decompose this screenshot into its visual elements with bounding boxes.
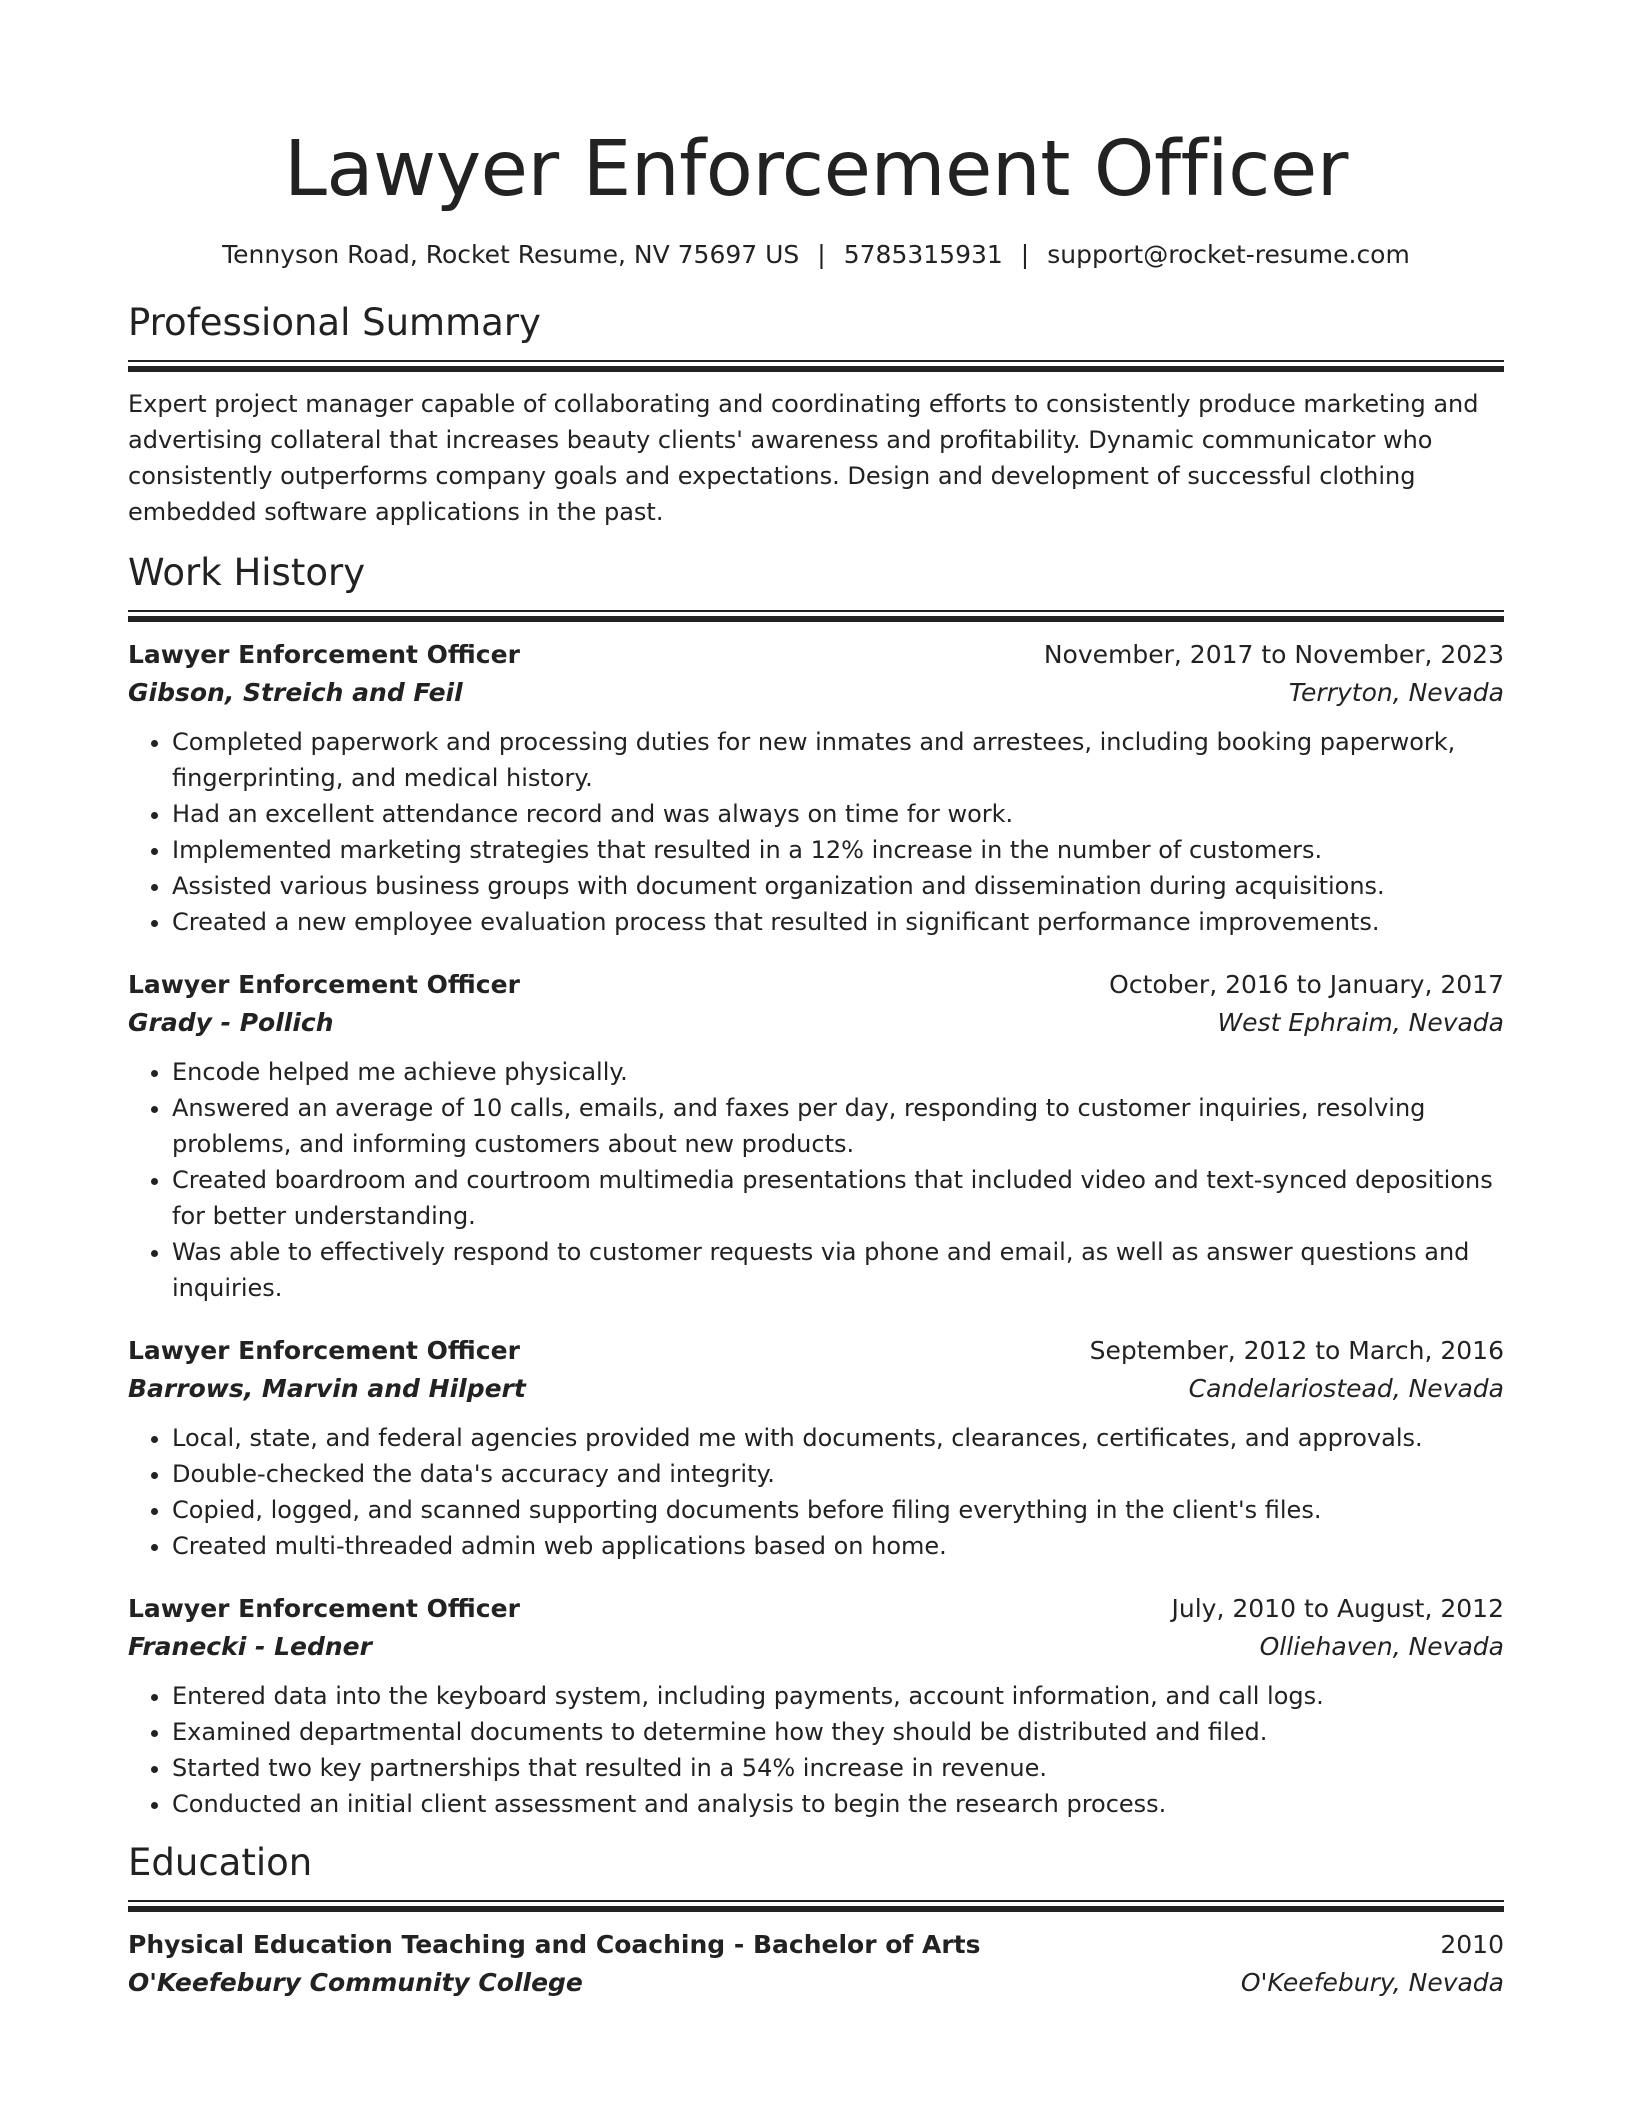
job-bullet: • Assisted various business groups with document organization and dissemination during acquisitions. [172, 868, 1504, 904]
job-dates: July, 2010 to August, 2012 [1171, 1594, 1504, 1623]
job-bullet: • Implemented marketing strategies that resulted in a 12% increase in the number of customers. [172, 832, 1504, 868]
education-entry [128, 1926, 1504, 2002]
job-entry [128, 1332, 1504, 1564]
job-bullet: • Was able to effectively respond to customer requests via phone and email, as well as answer questions and inquiries. [172, 1234, 1504, 1306]
job-company: Grady - Pollich [128, 1008, 334, 1037]
job-location: Terryton, Nevada [1288, 678, 1504, 707]
contact-address: Tennyson Road, Rocket Resume, NV 75697 US [222, 240, 800, 269]
education-location: O'Keefebury, Nevada [1240, 1968, 1504, 1997]
job-bullets [128, 1054, 1504, 1306]
job-bullet: • Answered an average of 10 calls, emails, and faxes per day, responding to customer inquiries, resolving problems, and informing customers about new products. [172, 1090, 1504, 1162]
education-title: Education [128, 1841, 313, 1884]
job-company: Franecki - Ledner [128, 1632, 372, 1661]
job-bullet: • Double-checked the data's accuracy and integrity. [172, 1456, 1504, 1492]
job-dates: September, 2012 to March, 2016 [1089, 1336, 1504, 1365]
job-bullets [128, 1678, 1504, 1822]
job-bullet: • Examined departmental documents to determine how they should be distributed and filed. [172, 1714, 1504, 1750]
job-bullets [128, 724, 1504, 940]
job-bullet: • Completed paperwork and processing duties for new inmates and arrestees, including booking paperwork, fingerprinting, and medical history. [172, 724, 1504, 796]
education-degree: Physical Education Teaching and Coaching - Bachelor of Arts [128, 1930, 981, 1959]
resume-name: Lawyer Enforcement Officer [284, 125, 1348, 214]
job-bullet: • Created multi-threaded admin web applications based on home. [172, 1528, 1504, 1564]
job-title: Lawyer Enforcement Officer [128, 1336, 520, 1365]
job-bullets [128, 1420, 1504, 1564]
job-location: West Ephraim, Nevada [1217, 1008, 1504, 1037]
summary-text: Expert project manager capable of collaborating and coordinating efforts to consistently produce marketing and advertising collateral that increases beauty clients' awareness and profitability. Dynamic communicator who consistently outperforms company goals and expectations. Design and development of successful clothing embedded software applications in the past. [128, 390, 1479, 526]
summary-title: Professional Summary [128, 301, 541, 344]
education-year: 2010 [1440, 1930, 1504, 1959]
work-history-section [128, 550, 1504, 1822]
job-title: Lawyer Enforcement Officer [128, 640, 520, 669]
job-bullet: • Started two key partnerships that resulted in a 54% increase in revenue. [172, 1750, 1504, 1786]
contact-separator: | [817, 240, 826, 269]
job-entry [128, 636, 1504, 940]
contact-email: support@rocket-resume.com [1047, 240, 1410, 269]
job-bullet: • Entered data into the keyboard system, including payments, account information, and call logs. [172, 1678, 1504, 1714]
contact-separator: | [1020, 240, 1030, 269]
job-location: Olliehaven, Nevada [1259, 1632, 1504, 1661]
job-entry [128, 1590, 1504, 1822]
contact-line [128, 238, 1504, 272]
education-school: O'Keefebury Community College [128, 1968, 583, 1997]
section-divider [128, 1900, 1504, 1912]
section-divider [128, 610, 1504, 622]
education-section [128, 1840, 1504, 2002]
job-bullet: • Copied, logged, and scanned supporting documents before filing everything in the client's files. [172, 1492, 1504, 1528]
job-title: Lawyer Enforcement Officer [128, 970, 520, 999]
job-entry [128, 966, 1504, 1306]
job-bullet: • Created a new employee evaluation process that resulted in significant performance improvements. [172, 904, 1504, 940]
work-history-title: Work History [128, 551, 366, 594]
job-bullet: • Created boardroom and courtroom multimedia presentations that included video and text-synced depositions for better understanding. [172, 1162, 1504, 1234]
job-bullet: • Conducted an initial client assessment and analysis to begin the research process. [172, 1786, 1504, 1822]
job-dates: November, 2017 to November, 2023 [1043, 640, 1504, 669]
job-bullet: • Encode helped me achieve physically. [172, 1054, 1504, 1090]
job-location: Candelariostead, Nevada [1188, 1374, 1504, 1403]
summary-section [128, 300, 1504, 530]
job-company: Barrows, Marvin and Hilpert [128, 1374, 526, 1403]
job-title: Lawyer Enforcement Officer [128, 1594, 520, 1623]
job-dates: October, 2016 to January, 2017 [1109, 970, 1504, 999]
section-divider [128, 360, 1504, 372]
job-bullet: • Had an excellent attendance record and was always on time for work. [172, 796, 1504, 832]
job-bullet: • Local, state, and federal agencies provided me with documents, clearances, certificates, and approvals. [172, 1420, 1504, 1456]
job-company: Gibson, Streich and Feil [128, 678, 463, 707]
contact-phone: 5785315931 [843, 240, 1003, 269]
